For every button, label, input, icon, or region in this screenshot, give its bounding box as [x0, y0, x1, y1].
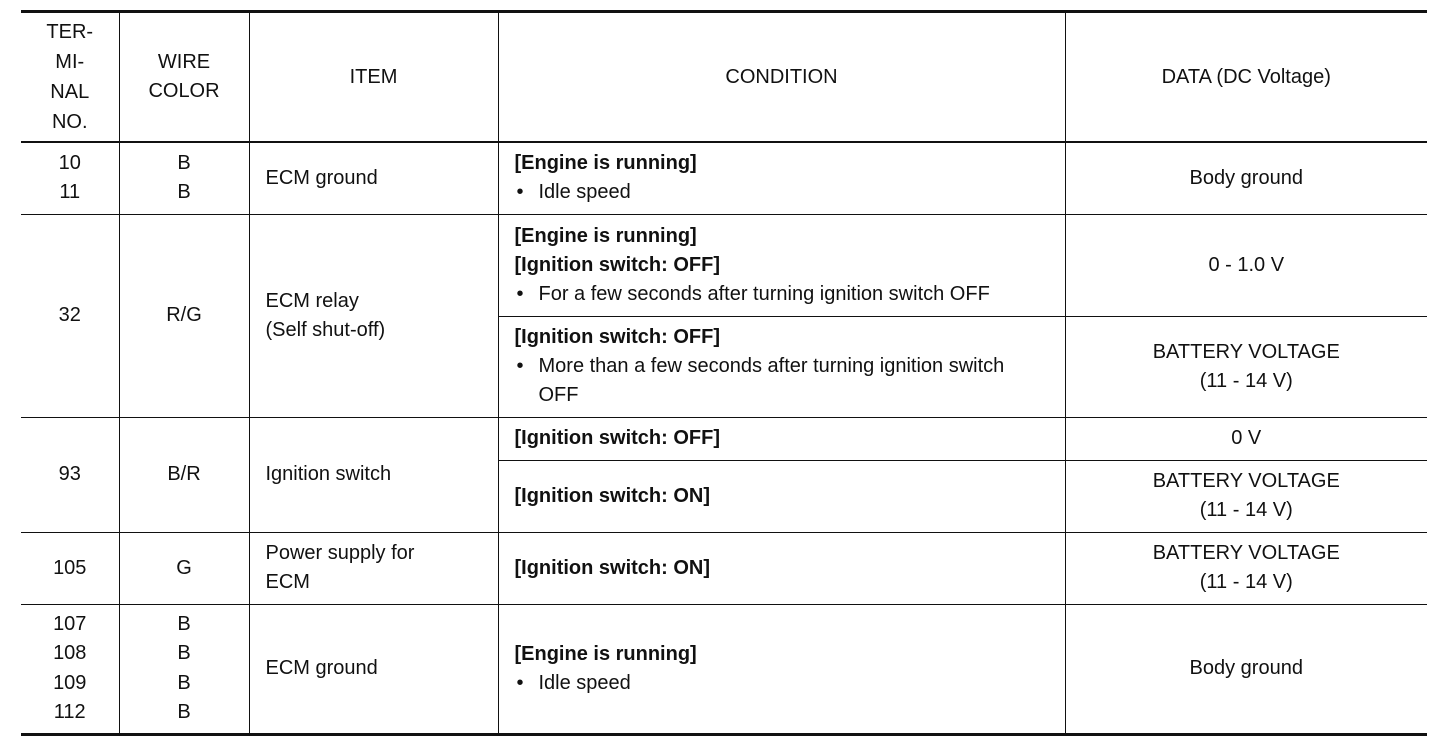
item-cell: Ignition switch — [249, 417, 498, 532]
wire-color: B — [177, 701, 191, 723]
table-row — [21, 214, 1427, 316]
wire-color-cell — [119, 604, 249, 734]
terminal-cell — [21, 142, 119, 214]
condition-bullet — [515, 178, 1059, 207]
condition-bullet-text: More than a few seconds after turning ignition switch OFF — [538, 355, 1005, 406]
condition-heading: [Engine is running] — [514, 642, 697, 665]
wire-color: B — [177, 151, 191, 174]
data-cell: 0 V — [1065, 417, 1427, 460]
data-cell: Body ground — [1065, 142, 1427, 214]
terminal-data-table — [21, 10, 1427, 736]
terminal-cell: 32 — [21, 214, 119, 417]
data-cell: Body ground — [1065, 604, 1427, 734]
item-cell: ECM relay (Self shut-off) — [249, 214, 498, 417]
data-cell: BATTERY VOLTAGE (11 - 14 V) — [1065, 316, 1427, 417]
condition-heading: [Engine is running] — [514, 152, 697, 175]
wire-color-cell: G — [119, 532, 249, 604]
item-cell: ECM ground — [249, 142, 498, 214]
wire-color-cell: B/R — [119, 417, 249, 532]
bullet-mark: • — [516, 671, 524, 694]
table-row — [21, 417, 1427, 460]
terminal-number: 108 — [53, 642, 87, 664]
condition-bullet-text: Idle speed — [538, 671, 631, 694]
header-wire-color: WIRE COLOR — [119, 12, 249, 143]
condition-cell — [498, 214, 1065, 316]
item-cell: ECM ground — [249, 604, 498, 734]
condition-bullet-text: Idle speed — [538, 181, 631, 204]
bullet-mark: • — [516, 282, 524, 305]
table-row — [21, 532, 1427, 604]
condition-bullet-text: For a few seconds after turning ignition switch OFF — [538, 282, 990, 305]
condition-heading: [Ignition switch: OFF] — [514, 253, 721, 276]
terminal-number: 11 — [59, 181, 81, 204]
table-row — [21, 142, 1427, 214]
data-cell: 0 - 1.0 V — [1065, 214, 1427, 316]
terminal-data-table-container — [21, 10, 1427, 736]
wire-color: B — [177, 642, 191, 664]
condition-heading: [Ignition switch: OFF] — [514, 326, 721, 348]
terminal-number: 10 — [58, 151, 81, 174]
header-row — [21, 12, 1427, 143]
condition-bullet — [515, 280, 1059, 309]
wire-color: B — [177, 181, 191, 204]
table-row — [21, 604, 1427, 734]
condition-cell — [498, 316, 1065, 417]
header-terminal-no: TER- MI- NAL NO. — [21, 12, 119, 143]
wire-color: B — [177, 612, 191, 635]
data-cell: BATTERY VOLTAGE (11 - 14 V) — [1065, 460, 1427, 532]
terminal-number: 107 — [53, 612, 87, 635]
header-item: ITEM — [249, 12, 498, 143]
condition-bullet — [515, 669, 1059, 698]
item-cell: Power supply for ECM — [249, 532, 498, 604]
header-condition: CONDITION — [498, 12, 1065, 143]
wire-color-cell — [119, 142, 249, 214]
condition-cell — [498, 604, 1065, 734]
condition-cell: [Ignition switch: ON] — [498, 532, 1065, 604]
header-data: DATA (DC Voltage) — [1065, 12, 1427, 143]
condition-bullet — [515, 352, 1059, 410]
condition-cell: [Ignition switch: OFF] — [498, 417, 1065, 460]
bullet-mark: • — [516, 355, 524, 377]
bullet-mark: • — [516, 181, 524, 204]
data-cell: BATTERY VOLTAGE (11 - 14 V) — [1065, 532, 1427, 604]
terminal-cell: 93 — [21, 417, 119, 532]
wire-color: B — [177, 671, 191, 694]
terminal-cell — [21, 604, 119, 734]
condition-heading: [Engine is running] — [514, 224, 697, 247]
terminal-number: 109 — [53, 671, 87, 694]
terminal-number: 112 — [53, 701, 86, 723]
wire-color-cell: R/G — [119, 214, 249, 417]
condition-cell — [498, 142, 1065, 214]
terminal-cell: 105 — [21, 532, 119, 604]
condition-cell: [Ignition switch: ON] — [498, 460, 1065, 532]
